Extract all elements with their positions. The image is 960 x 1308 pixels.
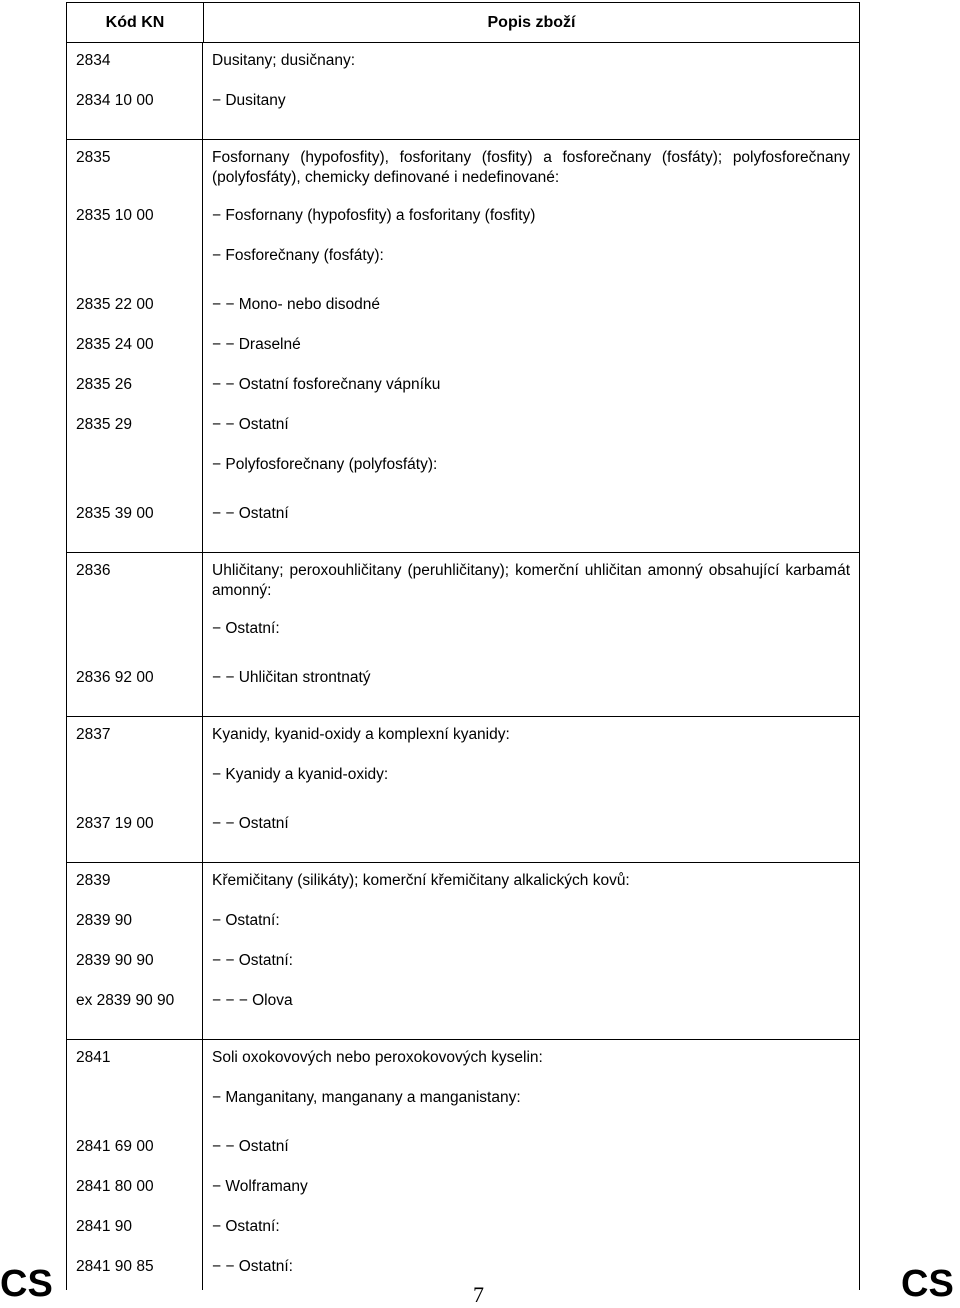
description-cell: − Wolframany [212,1178,308,1195]
header-code: Kód KN [67,3,204,42]
code-cell: 2835 26 [76,376,133,393]
description-cell: − Kyanidy a kyanid-oxidy: [212,766,389,783]
header-description: Popis zboží [487,13,576,31]
description-cell: − Dusitany [212,92,286,109]
description-cell: − Ostatní: [212,1218,280,1235]
table-group [67,717,859,863]
code-cell: 2841 90 85 [76,1258,154,1275]
description-cell: − − Mono- nebo disodné [212,296,381,313]
description-column [203,717,859,862]
description-cell: Kyanidy, kyanid-oxidy a komplexní kyanidy: [212,726,510,743]
code-cell: 2841 [76,1049,111,1066]
table-body [67,43,859,1290]
table-header [67,3,859,43]
code-cell: 2841 90 [76,1218,133,1235]
code-cell: 2835 [76,149,111,166]
code-column [67,717,203,862]
code-cell: 2837 [76,726,111,743]
code-cell: 2836 92 00 [76,669,154,686]
table-group [67,140,859,553]
code-cell [76,619,202,668]
description-cell: − Manganitany, manganany a manganistany: [212,1089,521,1106]
description-cell: − − Ostatní [212,416,289,433]
description-column [203,1040,859,1290]
code-column [67,1040,203,1290]
code-cell: 2834 10 00 [76,92,154,109]
code-column [67,140,203,552]
description-cell: − − Ostatní [212,815,289,832]
table-group [67,863,859,1040]
description-column [203,553,859,716]
table-group [67,1040,859,1290]
description-cell: − Fosfornany (hypofosfity) a fosforitany (fosfity) [212,207,536,224]
description-cell: − − Ostatní [212,1138,289,1155]
code-cell: 2836 [76,562,111,579]
description-cell: Fosfornany (hypofosfity), fosforitany (fosfity) a fosforečnany (fosfáty); polyfosforečnany (polyfosfáty), chemicky definované i nedefinované: [212,149,850,186]
code-cell [76,765,202,814]
code-column [67,553,203,716]
description-cell: − Fosforečnany (fosfáty): [212,247,384,264]
description-cell: − Ostatní: [212,912,280,929]
description-cell: − − Ostatní fosforečnany vápníku [212,376,441,393]
code-cell [76,1088,202,1137]
description-cell: Dusitany; dusičnany: [212,52,356,69]
description-cell: − Polyfosforečnany (polyfosfáty): [212,456,438,473]
description-cell: Soli oxokovových nebo peroxokovových kyselin: [212,1049,543,1066]
code-cell: 2835 22 00 [76,296,154,313]
description-cell: − − − Olova [212,992,293,1009]
table-group [67,553,859,717]
code-cell: 2835 24 00 [76,336,154,353]
code-cell: 2835 39 00 [76,505,154,522]
description-column [203,140,859,552]
code-column [67,863,203,1039]
code-cell: 2839 90 [76,912,133,929]
description-column [203,863,859,1039]
code-cell [76,246,202,295]
description-cell: − − Uhličitan strontnatý [212,669,371,686]
description-column [203,43,859,139]
code-cell: 2835 10 00 [76,207,154,224]
code-cell: 2841 69 00 [76,1138,154,1155]
description-cell: − − Ostatní: [212,1258,293,1275]
footer-language-right: CS [901,1263,954,1305]
page-number: 7 [473,1282,484,1307]
code-cell: 2839 90 90 [76,952,154,969]
description-cell: − − Ostatní [212,505,289,522]
code-cell: 2839 [76,872,111,889]
description-cell: Uhličitany; peroxouhličitany (peruhličitany); komerční uhličitan amonný obsahující karbamát amonný: [212,562,850,599]
footer-language-left: CS [0,1263,53,1305]
code-cell: 2841 80 00 [76,1178,154,1195]
code-cell: ex 2839 90 90 [76,992,175,1009]
code-cell: 2834 [76,52,111,69]
description-cell: − − Ostatní: [212,952,293,969]
code-cell [76,455,202,504]
code-cell: 2837 19 00 [76,815,154,832]
tariff-table [66,2,860,1290]
description-cell: Křemičitany (silikáty); komerční křemičitany alkalických kovů: [212,872,630,889]
code-column [67,43,203,139]
description-cell: − − Draselné [212,336,301,353]
table-group [67,43,859,140]
code-cell: 2835 29 [76,416,133,433]
description-cell: − Ostatní: [212,620,280,637]
